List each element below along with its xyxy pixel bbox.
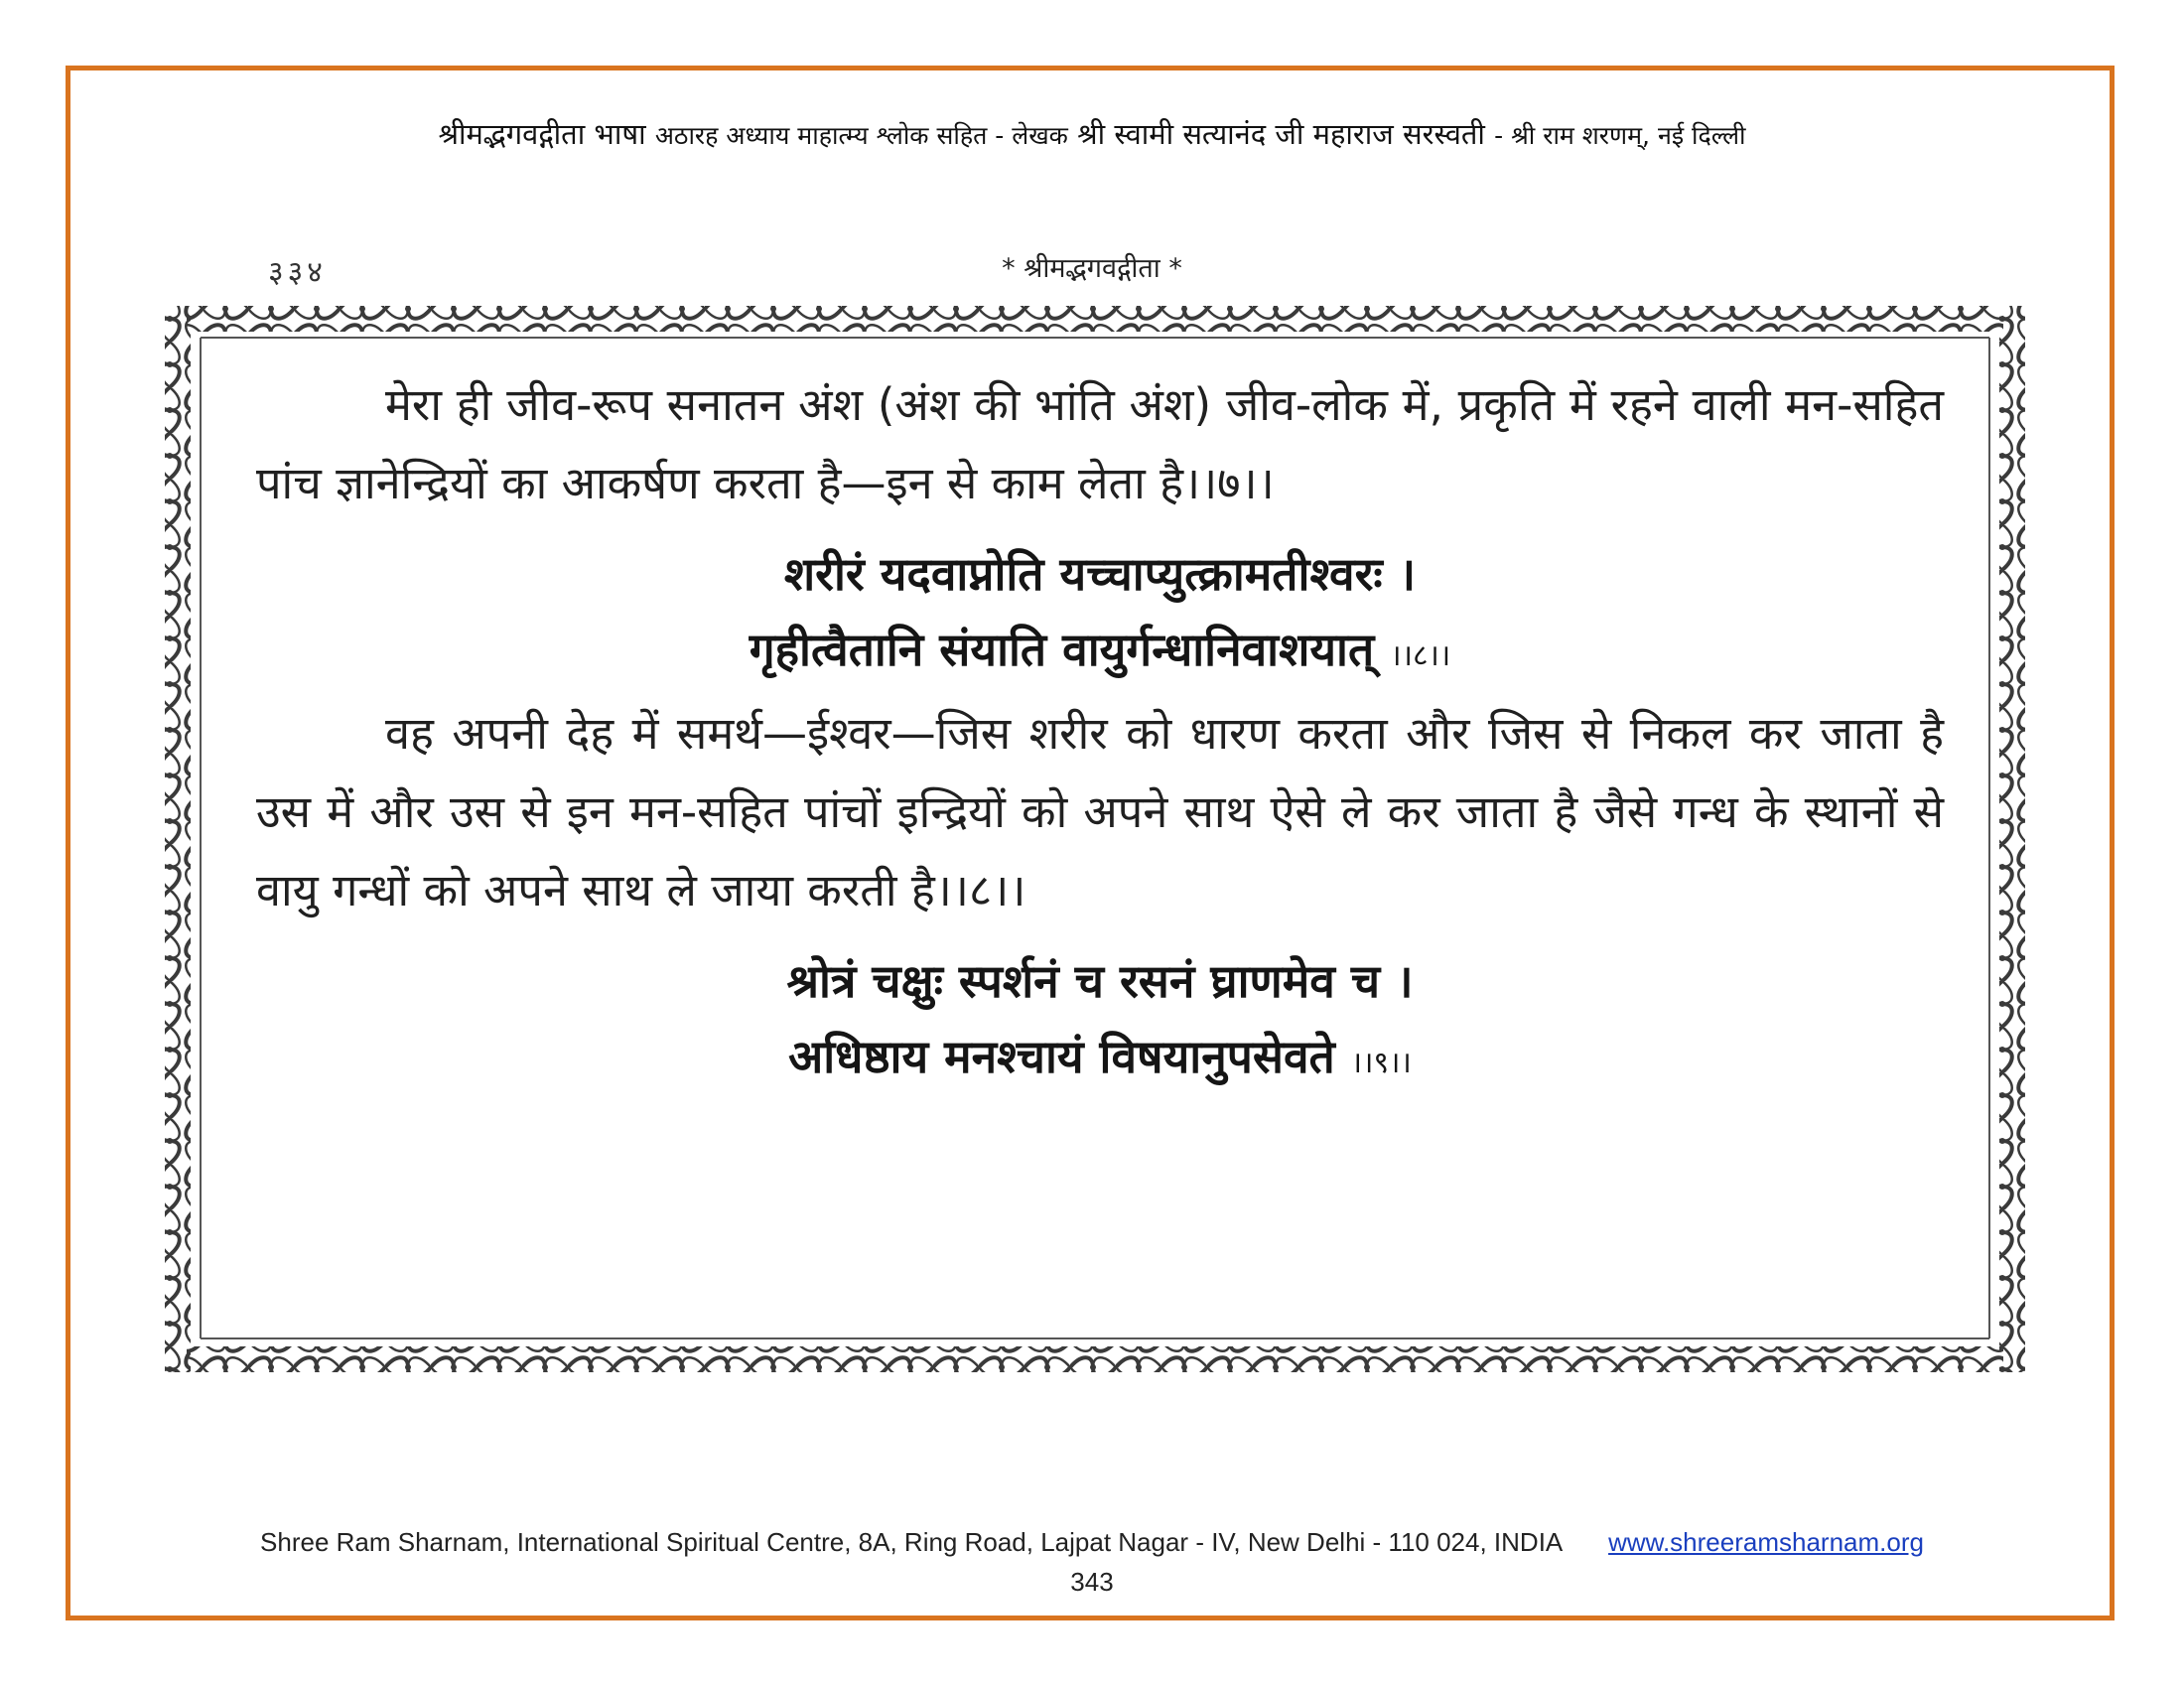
footer-page-number: 343 xyxy=(1070,1567,1114,1597)
border-top xyxy=(187,306,2003,332)
scan-running-head: * श्रीमद्भगवद्गीता * xyxy=(1002,253,1182,284)
verse-9-text: अधिष्ठाय मनश्चायं विषयानुपसेवते xyxy=(788,1030,1335,1083)
verse-8-number: ।।८।। xyxy=(1390,638,1451,673)
verse-8-line-2 xyxy=(256,612,1944,694)
page-footer xyxy=(0,1527,2184,1558)
verse-9-number: ।।९।। xyxy=(1350,1046,1412,1080)
scan-page-number: ३३४ xyxy=(268,255,327,290)
verse-8-text: गृहीत्वैतानि संयाति वायुर्गन्धानिवाशयात् xyxy=(749,623,1375,676)
header-publisher: - श्री राम शरणम्, नई दिल्ली xyxy=(1494,121,1746,150)
verse-9-line-2 xyxy=(256,1019,1944,1101)
scanned-page xyxy=(157,296,2033,1380)
verse-8-line-1: शरीरं यदवाप्नोति यच्चाप्युत्क्रामतीश्वरः । xyxy=(783,547,1417,601)
header-author: श्री स्वामी सत्यानंद जी महाराज सरस्वती xyxy=(1077,117,1485,151)
header-title: श्रीमद्भगवद्गीता भाषा xyxy=(438,117,646,151)
website-link[interactable]: www.shreeramsharnam.org xyxy=(1608,1527,1924,1557)
border-left xyxy=(165,306,191,1372)
border-right xyxy=(1999,306,2025,1372)
translation-verse-7: मेरा ही जीव-रूप सनातन अंश (अंश की भांति अंश) जीव-लोक में, प्रकृति में रहने वाली मन-सहित पांच ज्ञानेन्द्रियों का आकर्षण करता है—इन से काम लेता है।।७।। xyxy=(256,378,1944,509)
translation-verse-8: वह अपनी देह में समर्थ—ईश्वर—जिस शरीर को धारण करता और जिस से निकल कर जाता है उस में और उस से इन मन-सहित पांचों इन्द्रियों को अपने साथ ऐसे ले कर जाता है जैसे गन्ध के स्थानों से वायु गन्धों को अपने साथ ले जाया करती है।।८।। xyxy=(256,707,1944,916)
border-bottom xyxy=(187,1346,2003,1372)
scripture-text xyxy=(256,365,1944,1101)
header-subtitle: अठारह अध्याय माहात्म्य श्लोक सहित - लेखक xyxy=(654,121,1068,150)
verse-9-line-1: श्रोत्रं चक्षुः स्पर्शनं च रसनं घ्राणमेव च । xyxy=(786,954,1414,1008)
page-header xyxy=(0,114,2184,153)
footer-address: Shree Ram Sharnam, International Spiritual Centre, 8A, Ring Road, Lajpat Nagar - IV, New Delhi - 110 024, INDIA xyxy=(260,1527,1562,1557)
